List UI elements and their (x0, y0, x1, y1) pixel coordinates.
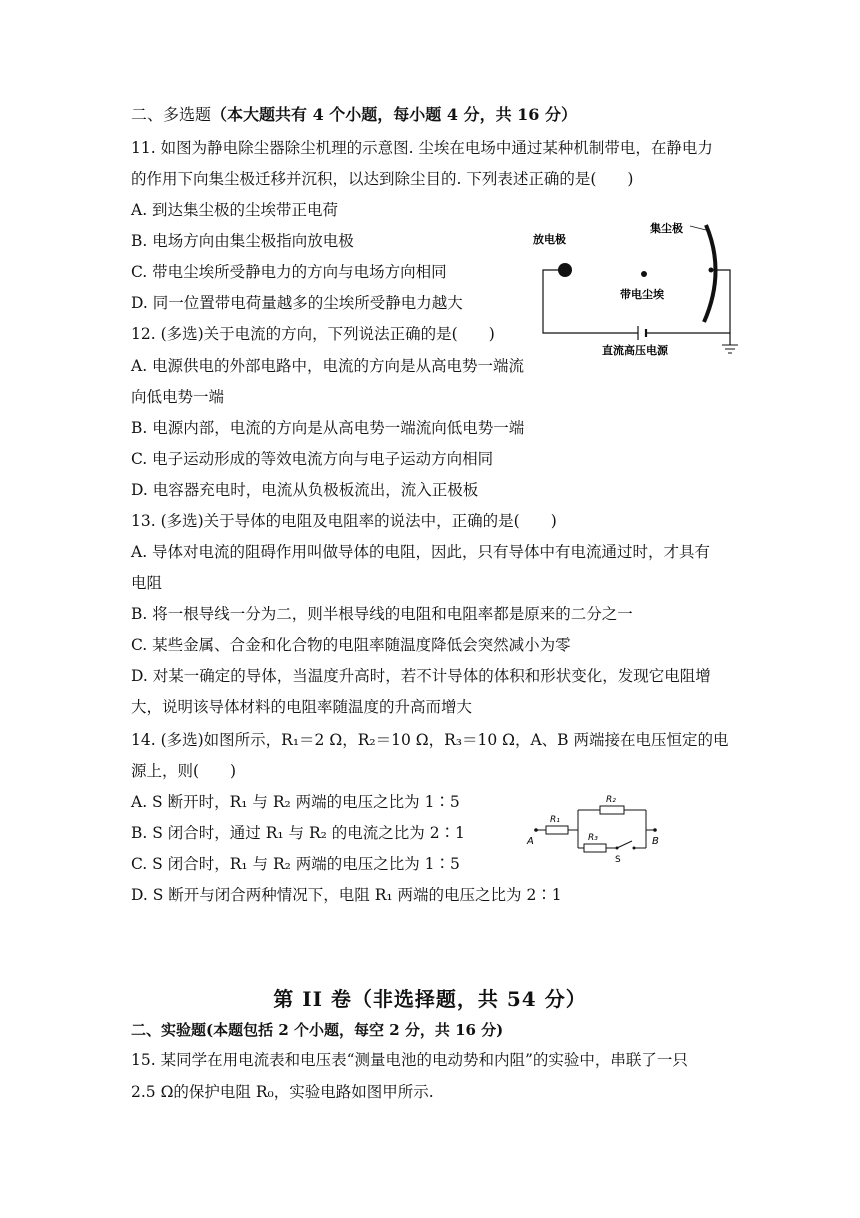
r3-label: R₃ (588, 833, 598, 843)
q11-option-a: A. 到达集尘极的尘埃带正电荷 (131, 201, 339, 219)
q13-option-a-line1: A. 导体对电流的阻碍作用叫做导体的电阻，因此，只有导体中有电流通过时，才具有 (131, 543, 711, 561)
terminal-b-label: B (652, 836, 659, 847)
dust-label: 带电尘埃 (620, 288, 664, 301)
collector-node (709, 268, 714, 273)
collector-label-leader (690, 226, 706, 230)
discharge-electrode-label: 放电极 (533, 233, 566, 246)
q13-option-d-line2: 大，说明该导体材料的电阻率随温度的升高而增大 (131, 698, 473, 716)
q14-stem-line1: 14. (多选)如图所示，R₁＝2 Ω，R₂＝10 Ω，R₃＝10 Ω，A、B 两端接在电压恒定的电 (131, 731, 729, 749)
switch-label: S (615, 855, 621, 865)
charged-dust-particle (641, 271, 647, 277)
q14-option-a: A. S 断开时，R₁ 与 R₂ 两端的电压之比为 1∶5 (131, 793, 460, 811)
q11-option-b: B. 电场方向由集尘极指向放电极 (131, 232, 354, 250)
switch-blade (617, 841, 632, 848)
circuit-wire-left (543, 270, 638, 333)
q13-option-b: B. 将一根导线一分为二，则半根导线的电阻和电阻率都是原来的二分之一 (131, 605, 633, 623)
r2-resistor (600, 806, 624, 814)
resistor-circuit-figure (522, 790, 672, 868)
q12-option-a-line2: 向低电势一端 (131, 388, 225, 406)
q13-option-d-line1: D. 对某一确定的导体，当温度升高时，若不计导体的体积和形状变化，发现它电阻增 (131, 667, 711, 685)
q12-stem: 12. (多选)关于电流的方向，下列说法正确的是( ) (131, 325, 495, 343)
q12-option-d: D. 电容器充电时，电流从负极板流出，流入正极板 (131, 481, 479, 499)
q11-stem-line2: 的作用下向集尘极迁移并沉积，以达到除尘目的. 下列表述正确的是( ) (131, 170, 634, 188)
section-heading-experiment: 二、实验题(本题包括 2 个小题，每空 2 分，共 16 分) (131, 1021, 504, 1039)
electrostatic-precipitator-figure (520, 212, 750, 362)
q15-stem-line1: 15. 某同学在用电流表和电压表“测量电池的电动势和内阻”的实验中，串联了一只 (131, 1051, 688, 1069)
q11-option-d: D. 同一位置带电荷量越多的尘埃所受静电力越大 (131, 294, 463, 312)
q12-option-a-line1: A. 电源供电的外部电路中，电流的方向是从高电势一端流 (131, 357, 525, 375)
q13-option-a-line2: 电阻 (131, 574, 163, 592)
q14-option-c: C. S 闭合时，R₁ 与 R₂ 两端的电压之比为 1∶5 (131, 855, 460, 873)
section-rule: （本大题共有 4 个小题，每小题 4 分，共 16 分） (211, 105, 577, 124)
q14-stem-line2: 源上，则( ) (131, 762, 237, 780)
part-two-title: 第 II 卷（非选择题，共 54 分） (273, 987, 587, 1011)
discharge-electrode (558, 263, 572, 277)
terminal-a (534, 828, 538, 832)
ground-symbol (722, 345, 738, 353)
section-heading-multi (131, 104, 577, 126)
q15-stem-line2: 2.5 Ω的保护电阻 R₀，实验电路如图甲所示. (131, 1083, 434, 1101)
q12-option-b: B. 电源内部，电流的方向是从高电势一端流向低电势一端 (131, 419, 525, 437)
terminal-b (653, 828, 657, 832)
q13-option-c: C. 某些金属、合金和化合物的电阻率随温度降低会突然减小为零 (131, 636, 571, 654)
q14-option-b: B. S 闭合时，通过 R₁ 与 R₂ 的电流之比为 2∶1 (131, 824, 465, 842)
r1-label: R₁ (550, 815, 560, 825)
power-source-label: 直流高压电源 (602, 344, 668, 357)
collector-label: 集尘极 (650, 222, 683, 235)
q11-stem-line1: 11. 如图为静电除尘器除尘机理的示意图. 尘埃在电场中通过某种机制带电，在静电力 (131, 139, 713, 157)
section-prefix: 二、多选题 (131, 105, 212, 124)
r2-label: R₂ (606, 795, 616, 805)
q13-stem: 13. (多选)关于导体的电阻及电阻率的说法中，正确的是( ) (131, 512, 557, 530)
terminal-a-label: A (527, 836, 534, 847)
collector-plate (704, 225, 716, 322)
r3-resistor (584, 844, 606, 852)
q11-option-c: C. 带电尘埃所受静电力的方向与电场方向相同 (131, 263, 447, 281)
q14-option-d: D. S 断开与闭合两种情况下，电阻 R₁ 两端的电压之比为 2∶1 (131, 886, 562, 904)
q12-option-c: C. 电子运动形成的等效电流方向与电子运动方向相同 (131, 450, 494, 468)
